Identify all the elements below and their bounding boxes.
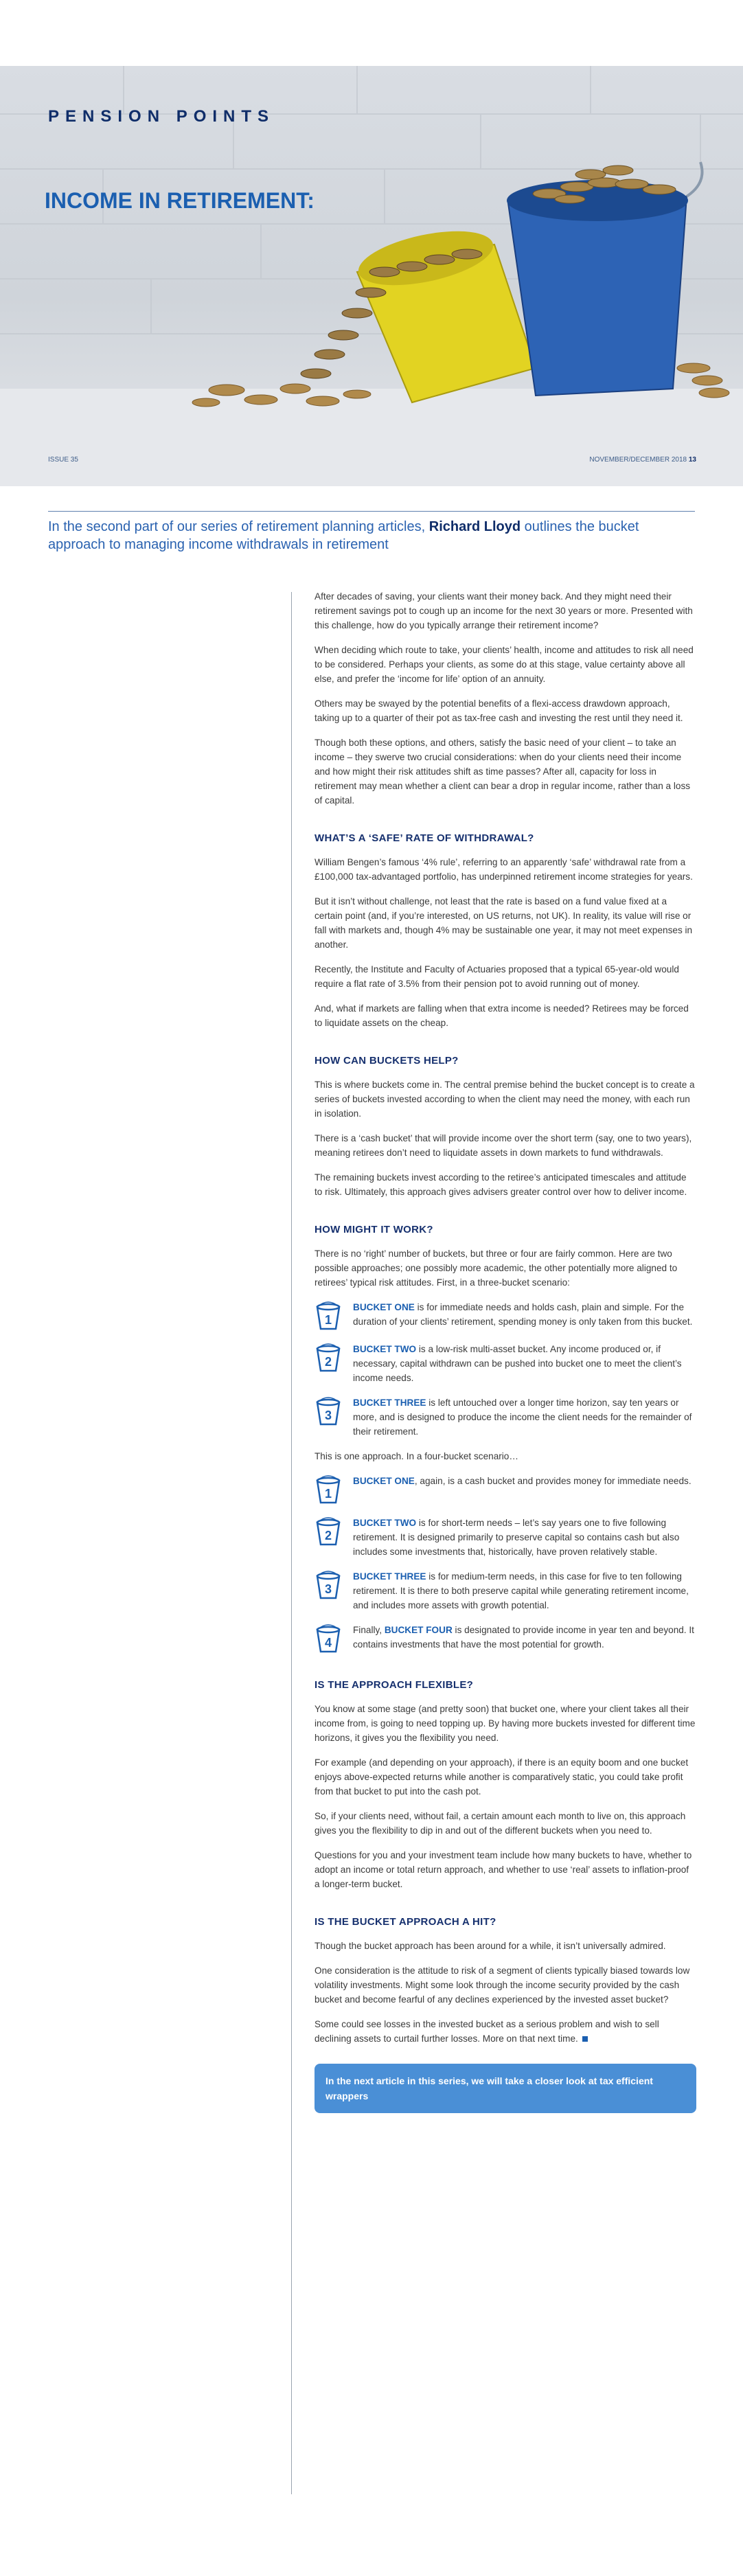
four-bucket-list	[315, 1474, 696, 1654]
svg-text:1: 1	[324, 1313, 332, 1327]
paragraph: Though the bucket approach has been around for a while, it isn’t universally admired.	[315, 1941, 666, 1951]
hero-banner	[0, 66, 743, 486]
bucket-label: BUCKET TWO	[353, 1518, 417, 1528]
paragraph: Questions for you and your investment team include how many buckets to have, whether to adopt an income or total return approach, and whether to use ‘real’ assets to inflation-proof a longer-term bucket.	[315, 1850, 692, 1889]
bucket-description: BUCKET ONE is for immediate needs and holds cash, plain and simple. For the duration of your clients’ retirement, spending money is only taken from this bucket.	[353, 1302, 693, 1327]
bucket-item	[315, 1395, 696, 1439]
bucket-label: BUCKET THREE	[353, 1571, 426, 1582]
page-number: 13	[688, 456, 696, 464]
bucket-description: BUCKET ONE, again, is a cash bucket and provides money for immediate needs.	[353, 1476, 691, 1486]
yellow-bucket-illustration	[301, 221, 536, 402]
three-bucket-list	[315, 1300, 696, 1439]
article-title: INCOME IN RETIREMENT:	[45, 188, 315, 213]
article-body	[315, 589, 696, 2113]
paragraph: There is a ‘cash bucket’ that will provide income over the short term (say, one to two years), meaning retirees don’t need to liquidate assets in down markets to fund withdrawals.	[315, 1133, 692, 1158]
numbered-bucket-icon	[315, 1343, 342, 1374]
paragraph: So, if your clients need, without fail, a certain amount each month to live on, this approach gives you the flexibility to dip in and out of the different buckets when you need to.	[315, 1811, 686, 1836]
column-divider	[291, 592, 292, 2494]
paragraph: When deciding which route to take, your clients’ health, income and attitudes to risk all need to be considered. Perhaps your clients, as some do at this stage, value certainty above all else, and prefer the ‘income for life’ option of an annuity.	[315, 645, 694, 684]
svg-text:2: 2	[324, 1529, 332, 1542]
bucket-item	[315, 1342, 696, 1385]
bucket-item	[315, 1516, 696, 1559]
bucket-item	[315, 1569, 696, 1612]
svg-text:1: 1	[324, 1487, 332, 1501]
standfirst-rule	[48, 511, 695, 512]
bucket-description: Finally, BUCKET FOUR is designated to provide income in year ten and beyond. It contains investments that have the most potential for growth.	[353, 1625, 694, 1650]
svg-text:2: 2	[324, 1355, 332, 1369]
paragraph: Some could see losses in the invested bucket as a serious problem and wish to sell declining assets to curtail further losses. More on that next time.	[315, 2019, 659, 2044]
section-heading: IS THE BUCKET APPROACH A HIT?	[315, 1916, 496, 1928]
bucket-label: BUCKET ONE	[353, 1302, 415, 1312]
paragraph: For example (and depending on your approach), if there is an equity boom and one bucket enjoys above-expected returns while another is comparatively static, you could take profit from that bucket to put into the cash pot.	[315, 1757, 689, 1797]
paragraph: One consideration is the attitude to risk of a segment of clients typically biased towards low volatility investments. Might some look through the income security provided by the cash bucket and become fearful of any declines experienced by the invested asset bucket?	[315, 1965, 690, 2005]
svg-text:4: 4	[324, 1636, 332, 1650]
paragraph: There is no ‘right’ number of buckets, but three or four are fairly common. Here are two possible approaches; one possibly more academic, the other potentially more aligned to retirees’ typical risk attitudes. First, in a three-bucket scenario:	[315, 1249, 678, 1288]
bucket-item	[315, 1623, 696, 1654]
issue-date: NOVEMBER/DECEMBER 2018 13	[589, 456, 696, 464]
svg-text:3: 3	[324, 1582, 332, 1596]
bucket-item	[315, 1300, 696, 1332]
brick-wall-background	[0, 66, 743, 486]
bucket-label: BUCKET THREE	[353, 1398, 426, 1408]
numbered-bucket-icon	[315, 1397, 342, 1427]
section-kicker: PENSION POINTS	[48, 107, 275, 126]
paragraph: And, what if markets are falling when that extra income is needed? Retirees may be forced to liquidate assets on the cheap.	[315, 1003, 689, 1028]
paragraph: This is one approach. In a four-bucket scenario…	[315, 1451, 518, 1461]
bucket-item	[315, 1474, 696, 1505]
bucket-description: BUCKET THREE is for medium-term needs, in this case for five to ten following retirement. It is there to both preserve capital while generating retirement income, and includes more assets with growth potential.	[353, 1571, 689, 1610]
bucket-description: BUCKET TWO is a low-risk multi-asset bucket. Any income produced or, if necessary, capital withdrawn can be pushed into bucket one to meet the client’s income needs.	[353, 1344, 682, 1383]
bucket-description: BUCKET THREE is left untouched over a longer time horizon, say ten years or more, and is designed to produce the income the client needs for the remainder of their retirement.	[353, 1398, 692, 1437]
svg-text:3: 3	[324, 1409, 332, 1422]
bucket-label: BUCKET ONE	[353, 1476, 415, 1486]
section-heading: HOW CAN BUCKETS HELP?	[315, 1055, 459, 1067]
next-article-callout: In the next article in this series, we will take a closer look at tax efficient wrappers	[315, 2064, 696, 2113]
numbered-bucket-icon	[315, 1475, 342, 1505]
section-heading: WHAT’S A ‘SAFE’ RATE OF WITHDRAWAL?	[315, 832, 534, 844]
paragraph: But it isn’t without challenge, not least that the rate is based on a fund value fixed at a certain point (and, if you’re interested, on US returns, not UK). In reality, its value will rise or fall with markets and, though 4% may be sustainable one year, it may not meet expenses in another.	[315, 896, 693, 950]
numbered-bucket-icon	[315, 1517, 342, 1547]
section-heading: IS THE APPROACH FLEXIBLE?	[315, 1679, 474, 1691]
paragraph: Others may be swayed by the potential benefits of a flexi-access drawdown approach, taking up to a quarter of their pot as tax-free cash and investing the rest until they need it.	[315, 698, 683, 723]
blue-bucket-illustration	[507, 162, 702, 396]
paragraph: You know at some stage (and pretty soon) that bucket one, where your client takes all their income from, is going to need topping up. By having more buckets invested for different time horizons, it gives you the flexibility you need.	[315, 1704, 696, 1743]
end-mark-icon	[582, 2036, 588, 2042]
issue-number: ISSUE 35	[48, 456, 78, 464]
numbered-bucket-icon	[315, 1624, 342, 1654]
numbered-bucket-icon	[315, 1571, 342, 1601]
numbered-bucket-icon	[315, 1301, 342, 1332]
section-heading: HOW MIGHT IT WORK?	[315, 1224, 433, 1235]
paragraph: The remaining buckets invest according to the retiree’s anticipated timescales and attitude to risk. Ultimately, this approach gives advisers greater control over how to deliver income.	[315, 1172, 687, 1197]
bucket-label: BUCKET FOUR	[384, 1625, 453, 1635]
bucket-label: BUCKET TWO	[353, 1344, 417, 1354]
paragraph: Recently, the Institute and Faculty of Actuaries proposed that a typical 65-year-old would require a flat rate of 3.5% from their pension pot to avoid running out of money.	[315, 964, 679, 989]
paragraph: This is where buckets come in. The central premise behind the bucket concept is to create a series of buckets invested according to when the client may need the money, with each run in isolation.	[315, 1080, 695, 1119]
author-name: Richard Lloyd	[428, 519, 521, 534]
paragraph: Though both these options, and others, satisfy the basic need of your client – to take an income – they swerve two crucial considerations: when do your clients need their income and how might their risk attitudes shift as time passes? After all, capacity for loss in retirement may mean whether a client can bear a drop in regular income, rather than a loss of capital.	[315, 738, 691, 806]
paragraph: William Bengen’s famous ‘4% rule’, referring to an apparently ‘safe’ withdrawal rate from a £100,000 tax-advantaged portfolio, has underpinned retirement income strategies for years.	[315, 857, 693, 882]
paragraph: After decades of saving, your clients want their money back. And they might need their retirement savings pot to cough up an income for the next 30 years or more. Presented with this challenge, how do you typically arrange their retirement income?	[315, 591, 693, 630]
bucket-description: BUCKET TWO is for short-term needs – let’s say years one to five following retirement. It is designed primarily to preserve capital so contains cash but also includes some investments that, historically, have proven relatively stable.	[353, 1518, 680, 1557]
standfirst: In the second part of our series of retirement planning articles, Richard Lloyd outlines the bucket approach to managing income withdrawals in retirement	[48, 519, 639, 552]
